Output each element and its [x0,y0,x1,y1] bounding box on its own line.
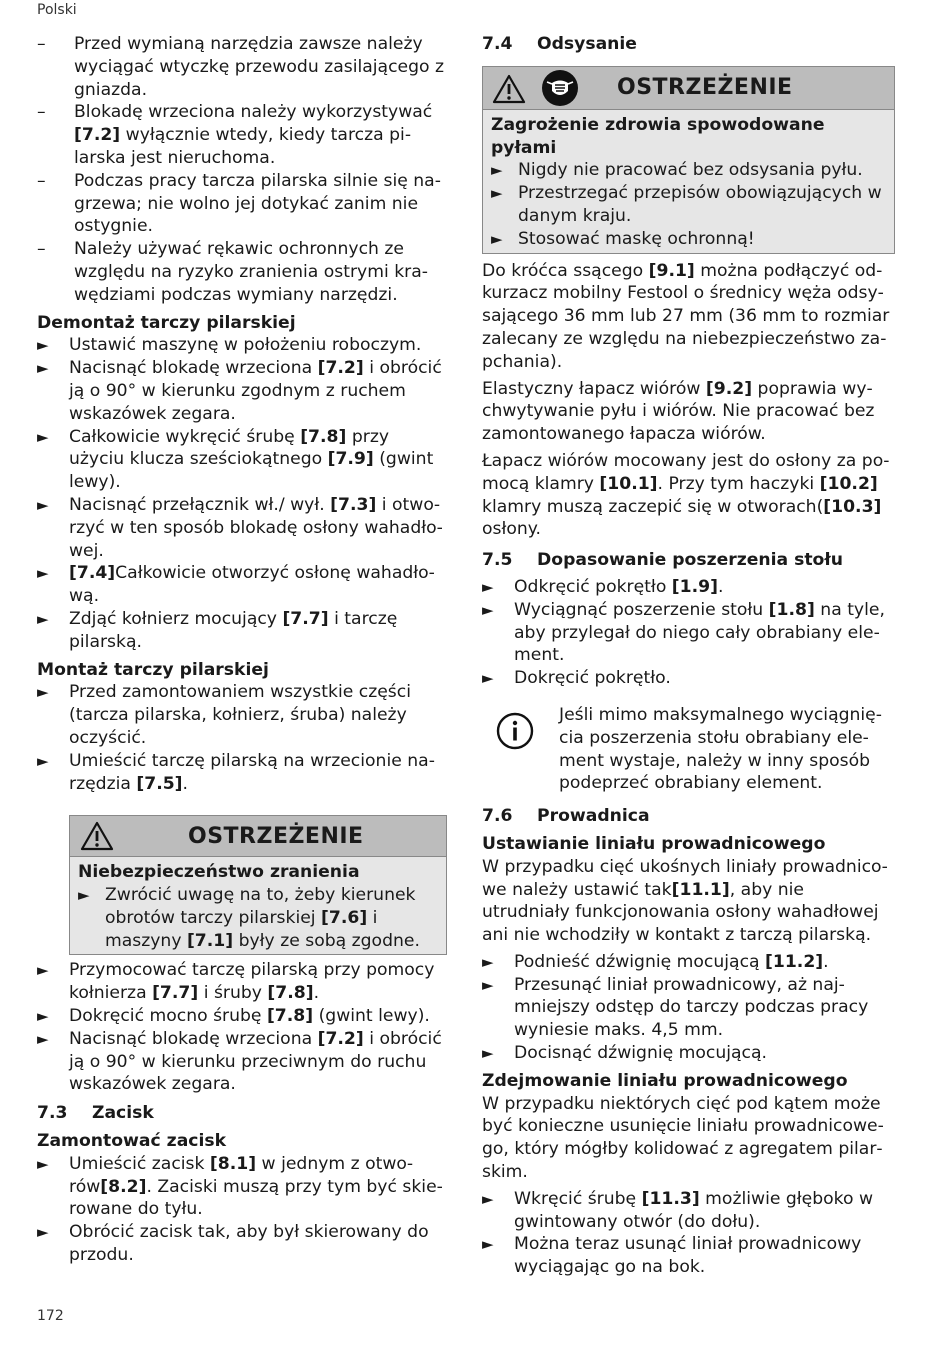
list-item: ► Zdjąć kołnierz mocujący [7.7] i tarczę pilarską. [37,608,398,652]
subheading-montaz: Montaż tarczy pilarskiej [37,659,269,680]
list-item: ► Docisnąć dźwignię mocującą. [482,1043,768,1064]
safety-dash-list [37,33,447,307]
warning-triangle-icon [492,74,526,104]
header-language: Polski [37,2,77,18]
list-item: ► Podnieść dźwignię mocującą [11.2]. [482,951,829,972]
list-item: ► Obrócić zacisk tak, aby był skierowany do przodu. [37,1222,429,1266]
dust-mask-icon [541,69,579,107]
left-column [37,33,447,1267]
paragraph: W przypadku niektórych cięć pod kątem może być konieczne usunięcie liniału prowadnicowego, który mógłby kolidować z agregatem pilarskim. [482,1093,884,1183]
dash-item: – Przed wymianą narzędzia zawsze należy wyciągać wtyczkę przewodu zasilającego z gniazda. [37,34,445,100]
paragraph: W przypadku cięć ukośnych liniały prowadnicowe należy ustawić tak[11.1], aby nie utrudniały funkcjonowania osłony wahadłowej ani nie wchodziły w kontakt z tarczą pilarską. [482,856,888,946]
list-item: ► Wyciągnąć poszerzenie stołu [1.8] na tyle, aby przylegał do niego cały obrabiany element. [482,599,885,666]
list-item: ► Przesunąć liniał prowadnicowy, aż najmniejszy odstęp do tarczy podczas pracy wyniesie maks. 4,5 mm. [482,974,869,1041]
paragraph: Do króćca ssącego [9.1] można podłączyć odkurzacz mobilny Festool o średnicy węża odsysającego 36 mm lub 27 mm (36 mm to rozmiar zalecany ze względu na niebezpieczeństwo zapchania). [482,260,890,372]
list-item: ► Można teraz usunąć liniał prowadnicowy wyciągając go na bok. [482,1234,862,1278]
list-item: ► Stosować maskę ochronną! [491,228,755,249]
paragraph: Elastyczny łapacz wiórów [9.2] poprawia wychwytywanie pyłu i wiórów. Nie pracować bez zamontowanego łapacza wiórów. [482,378,875,445]
list-item: ► Dokręcić mocno śrubę [7.8] (gwint lewy). [37,1006,430,1027]
zacisk-list [37,1153,447,1267]
warning-subtitle: Zagrożenie zdrowia spowodowane pyłami [491,114,825,158]
warning-subtitle: Niebezpieczeństwo zranienia [78,862,360,883]
info-note [482,704,895,795]
table-extension-list [482,576,895,690]
paragraph: Łapacz wiórów mocowany jest do osłony za pomocą klamry [10.1]. Przy tym haczyki [10.2] klamry muszą zaczepić się w otworach([10.3] osłony. [482,450,890,540]
info-icon [496,712,534,750]
zdejmowanie-list [482,1188,895,1279]
list-item: ► Przed zamontowaniem wszystkie części (tarcza pilarska, kołnierz, śruba) należy oczyścić. [37,682,411,748]
warning-header [483,67,894,110]
section-heading-7-3: 7.3 Zacisk [37,1103,154,1124]
info-note-text: Jeśli mimo maksymalnego wyciągnięcia poszerzenia stołu obrabiany element wystaje, należy w inny sposób podeprzeć obrabiany element. [559,704,882,794]
warning-header [70,816,446,857]
dash-item: – Należy używać rękawic ochronnych ze względu na ryzyko zranienia ostrymi krawędziami podczas wymiany narzędzi. [37,239,428,305]
list-item: ► Przestrzegać przepisów obowiązujących w danym kraju. [491,183,882,226]
list-item: ► [7.4]Całkowicie otworzyć osłonę wahadłową. [37,563,435,607]
list-item: ► Przymocować tarczę pilarską przy pomocy kołnierza [7.7] i śruby [7.8]. [37,960,435,1004]
montaz-list-continued [37,959,447,1096]
subheading-zdejmowanie: Zdejmowanie liniału prowadnicowego [482,1070,848,1091]
page-number: 172 [37,1308,64,1324]
warning-triangle-icon [80,821,114,851]
montaz-list [37,681,447,795]
list-item: ► Umieścić zacisk [8.1] w jednym z otworów[8.2]. Zaciski muszą przy tym być skierowane do tyłu. [37,1153,443,1220]
list-item: ► Zwrócić uwagę na to, żeby kierunek obrotów tarczy pilarskiej [7.6] i maszyny [7.1] były ze sobą zgodne. [78,885,420,951]
list-item: ► Wkręcić śrubę [11.3] możliwie głęboko w gwintowany otwór (do dołu). [482,1188,874,1232]
section-heading-7-4: 7.4 Odsysanie [482,34,637,54]
demontaz-list [37,334,447,653]
list-item: ► Odkręcić pokrętło [1.9]. [482,576,724,597]
list-item: ► Umieścić tarczę pilarską na wrzecionie narzędzia [7.5]. [37,750,435,794]
list-item: ► Nacisnąć blokadę wrzeciona [7.2] i obrócić ją o 90° w kierunku zgodnym z ruchem wskazówek zegara. [37,358,442,424]
subheading-ustawianie: Ustawianie liniału prowadnicowego [482,833,826,854]
subheading-zacisk: Zamontować zacisk [37,1131,227,1152]
dash-item: – Blokadę wrzeciona należy wykorzystywać [7.2] wyłącznie wtedy, kiedy tarcza pilarska jest nieruchoma. [37,102,433,168]
section-heading-7-5: 7.5 Dopasowanie poszerzenia stołu [482,550,843,571]
subheading-demontaz: Demontaż tarczy pilarskiej [37,312,296,333]
list-item: ► Całkowicie wykręcić śrubę [7.8] przy użyciu klucza sześciokątnego [7.9] (gwint lewy). [37,426,434,493]
right-column [482,33,895,1279]
list-item: ► Nigdy nie pracować bez odsysania pyłu. [491,160,863,181]
warning-title: OSTRZEŻENIE [188,824,364,850]
warning-title: OSTRZEŻENIE [617,74,793,100]
list-item: ► Nacisnąć blokadę wrzeciona [7.2] i obrócić ją o 90° w kierunku przeciwnym do ruchu wskazówek zegara. [37,1028,442,1095]
warning-box-dust [482,66,895,254]
dash-item: – Podczas pracy tarcza pilarska silnie się nagrzewa; nie wolno jej dotykać zanim nie ostygnie. [37,170,441,237]
list-item: ► Dokręcić pokrętło. [482,668,671,689]
list-item: ► Ustawić maszynę w położeniu roboczym. [37,335,422,356]
list-item: ► Nacisnąć przełącznik wł./ wył. [7.3] i otworzyć w ten sposób blokadę osłony wahadłowej. [37,494,443,561]
warning-box-injury [69,815,447,955]
ustawianie-list [482,951,895,1065]
section-heading-7-6: 7.6 Prowadnica [482,806,650,827]
